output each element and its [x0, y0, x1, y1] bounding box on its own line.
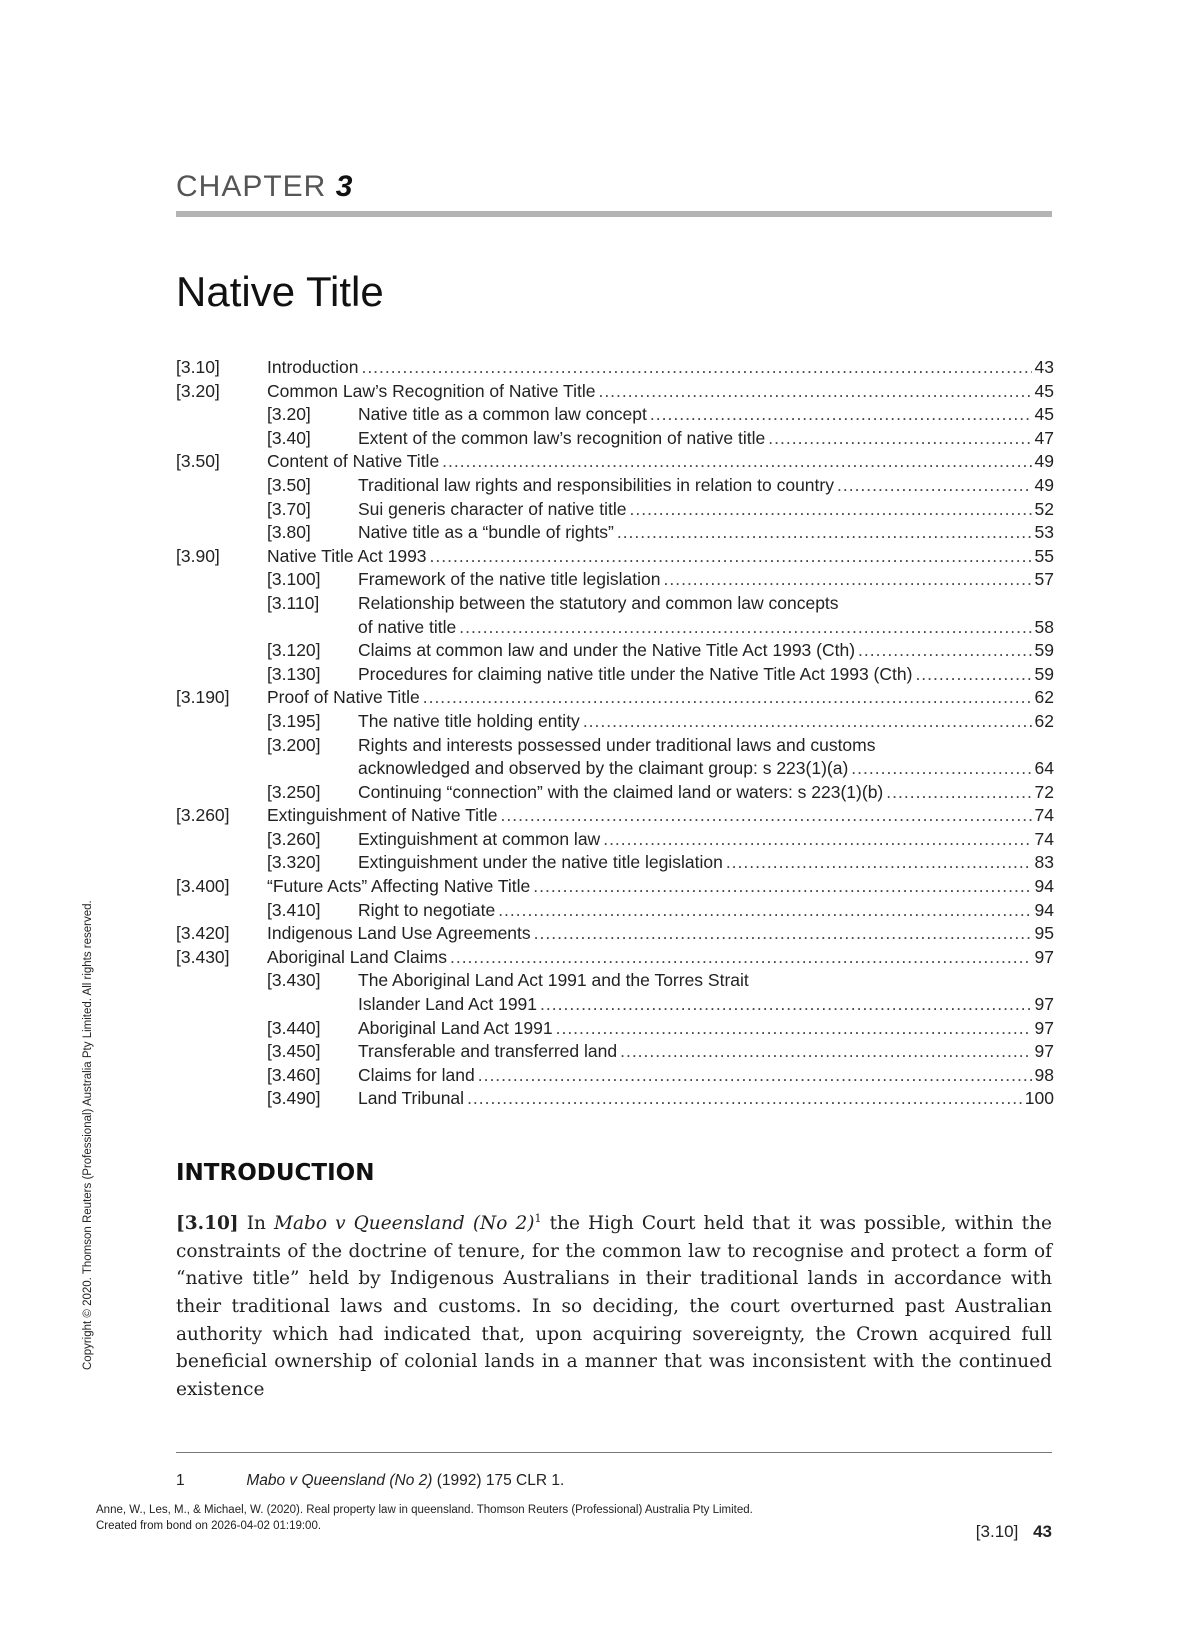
paragraph-lead: In	[246, 1213, 266, 1235]
toc-entry[interactable]	[176, 922, 1054, 946]
chapter-title: Native Title	[176, 268, 384, 315]
toc-ref: [3.120]	[267, 640, 321, 661]
toc-entry-text	[358, 521, 1054, 545]
toc-entry[interactable]	[176, 592, 1054, 616]
toc-entry[interactable]	[176, 663, 1054, 687]
toc-entry-text	[358, 1017, 1054, 1041]
toc-page: 83	[1034, 852, 1054, 873]
toc-ref: [3.50]	[176, 451, 220, 472]
toc-entry-text	[358, 616, 1054, 640]
toc-ref: [3.200]	[267, 734, 321, 755]
toc-page: 55	[1034, 545, 1054, 566]
toc-leader-dots	[358, 356, 1032, 380]
toc-entry-text	[358, 710, 1054, 734]
toc-title: Land Tribunal	[358, 1088, 465, 1109]
toc-entry[interactable]	[176, 899, 1054, 923]
page-number: 43	[1033, 1522, 1052, 1541]
toc-leader-dots	[848, 757, 1032, 781]
toc-entry-text	[358, 1064, 1054, 1088]
toc-leader-dots	[834, 474, 1032, 498]
toc-leader-dots	[883, 781, 1032, 805]
toc-page: 62	[1034, 687, 1054, 708]
chapter-word: CHAPTER	[176, 170, 327, 203]
toc-page: 97	[1034, 946, 1054, 967]
toc-entry-text	[358, 403, 1054, 427]
toc-entry[interactable]	[176, 1040, 1054, 1064]
toc-leader-dots	[912, 663, 1032, 687]
toc-title: Extent of the common law’s recognition of native title	[358, 427, 766, 448]
toc-title: Aboriginal Land Act 1991	[358, 1017, 553, 1038]
toc-entry[interactable]	[176, 521, 1054, 545]
chapter-number: 3	[335, 170, 354, 203]
toc-ref: [3.420]	[176, 923, 230, 944]
toc-entry[interactable]	[176, 946, 1054, 970]
toc-ref: [3.20]	[267, 404, 311, 425]
toc-ref: [3.450]	[267, 1041, 321, 1062]
toc-ref: [3.490]	[267, 1088, 321, 1109]
toc-leader-dots	[427, 545, 1032, 569]
toc-title: Islander Land Act 1991	[358, 994, 538, 1015]
toc-entry[interactable]	[176, 781, 1054, 805]
paragraph-ref: [3.10]	[176, 1213, 239, 1235]
toc-page: 97	[1034, 1041, 1054, 1062]
toc-ref: [3.190]	[176, 687, 230, 708]
toc-entry[interactable]	[176, 380, 1054, 404]
toc-entry-text	[267, 686, 1054, 710]
toc-page: 97	[1034, 1017, 1054, 1038]
toc-leader-dots	[765, 427, 1032, 451]
toc-title: Native title as a “bundle of rights”	[358, 522, 614, 543]
footnote-case: Mabo v Queensland (No 2)	[246, 1472, 433, 1489]
toc-page: 62	[1034, 710, 1054, 731]
toc-entry[interactable]	[176, 1017, 1054, 1041]
toc-ref: [3.20]	[176, 380, 220, 401]
toc-title: Indigenous Land Use Agreements	[267, 923, 531, 944]
toc-title: Continuing “connection” with the claimed land or waters: s 223(1)(b)	[358, 781, 884, 802]
toc-leader-dots	[447, 946, 1032, 970]
toc-title: acknowledged and observed by the claimant group: s 223(1)(a)	[358, 758, 849, 779]
toc-ref: [3.195]	[267, 710, 321, 731]
toc-page: 72	[1034, 781, 1054, 802]
toc-page: 97	[1034, 994, 1054, 1015]
case-name: Mabo v Queensland (No 2)	[274, 1213, 535, 1235]
toc-entry-text	[358, 592, 1054, 616]
toc-page: 95	[1034, 923, 1054, 944]
toc-entry[interactable]	[176, 993, 1054, 1017]
toc-title: Procedures for claiming native title under the Native Title Act 1993 (Cth)	[358, 663, 913, 684]
toc-leader-dots	[456, 616, 1032, 640]
toc-page: 49	[1034, 474, 1054, 495]
toc-entry-text	[267, 545, 1054, 569]
toc-leader-dots	[530, 875, 1032, 899]
toc-ref: [3.80]	[267, 522, 311, 543]
toc-entry[interactable]	[176, 403, 1054, 427]
toc-leader-dots	[855, 639, 1032, 663]
toc-ref: [3.110]	[267, 592, 320, 613]
toc-entry[interactable]	[176, 875, 1054, 899]
toc-entry[interactable]	[176, 474, 1054, 498]
toc-page: 47	[1034, 427, 1054, 448]
toc-entry-text	[358, 781, 1054, 805]
toc-ref: [3.90]	[176, 545, 220, 566]
toc-ref: [3.250]	[267, 781, 321, 802]
toc-leader-dots	[723, 851, 1032, 875]
toc-entry-text	[267, 804, 1054, 828]
chapter-divider	[176, 211, 1052, 217]
page-footer	[976, 1522, 1052, 1542]
chapter-label	[176, 170, 353, 204]
toc-entry[interactable]	[176, 568, 1054, 592]
toc-title: Extinguishment of Native Title	[267, 805, 498, 826]
toc-title: Rights and interests possessed under traditional laws and customs	[358, 734, 876, 755]
toc-leader-dots	[626, 498, 1032, 522]
footer-ref: [3.10]	[975, 1522, 1019, 1541]
toc-leader-dots	[420, 686, 1032, 710]
toc-entry-text	[358, 899, 1054, 923]
toc-entry[interactable]	[176, 757, 1054, 781]
toc-title: Extinguishment under the native title legislation	[358, 852, 723, 873]
toc-title: Native Title Act 1993	[267, 545, 427, 566]
toc-page: 64	[1034, 758, 1054, 779]
toc-entry-text	[358, 993, 1054, 1017]
footnote-number: 1	[176, 1472, 185, 1489]
toc-entry[interactable]	[176, 356, 1054, 380]
toc-entry-text	[358, 969, 1054, 993]
table-of-contents	[176, 356, 1054, 1111]
toc-page: 74	[1034, 805, 1054, 826]
toc-ref: [3.260]	[176, 805, 230, 826]
toc-page: 94	[1034, 899, 1054, 920]
toc-title: “Future Acts” Affecting Native Title	[267, 876, 531, 897]
toc-entry[interactable]	[176, 616, 1054, 640]
toc-leader-dots	[464, 1087, 1025, 1111]
toc-entry[interactable]	[176, 639, 1054, 663]
toc-page: 58	[1034, 616, 1054, 637]
toc-leader-dots	[495, 899, 1032, 923]
toc-page: 59	[1034, 640, 1054, 661]
body-paragraph	[176, 1205, 1052, 1403]
toc-leader-dots	[498, 804, 1032, 828]
toc-ref: [3.100]	[267, 569, 321, 590]
toc-title: Common Law’s Recognition of Native Title	[267, 380, 596, 401]
toc-entry-text	[358, 427, 1054, 451]
toc-entry-text	[358, 1087, 1054, 1111]
side-copyright: Copyright © 2020. Thomson Reuters (Professional) Australia Pty Limited. All rights reserved.	[82, 900, 94, 1370]
toc-ref: [3.410]	[267, 899, 321, 920]
footnote	[176, 1472, 564, 1490]
toc-entry-text	[358, 474, 1054, 498]
toc-page: 49	[1034, 451, 1054, 472]
toc-title: Framework of the native title legislation	[358, 569, 661, 590]
toc-entry[interactable]	[176, 686, 1054, 710]
toc-leader-dots	[475, 1064, 1032, 1088]
toc-page: 45	[1034, 404, 1054, 425]
toc-leader-dots	[537, 993, 1032, 1017]
toc-ref: [3.320]	[267, 852, 321, 873]
toc-entry-text	[358, 757, 1054, 781]
toc-entry-text	[267, 922, 1054, 946]
toc-title: Aboriginal Land Claims	[267, 946, 447, 967]
toc-entry[interactable]	[176, 710, 1054, 734]
toc-leader-dots	[595, 380, 1032, 404]
footnote-rest: (1992) 175 CLR 1.	[436, 1472, 565, 1489]
toc-entry[interactable]	[176, 1087, 1054, 1111]
toc-title: Claims for land	[358, 1064, 475, 1085]
toc-page: 57	[1034, 569, 1054, 590]
toc-entry-text	[358, 568, 1054, 592]
toc-entry[interactable]	[176, 828, 1054, 852]
toc-title: Right to negotiate	[358, 899, 496, 920]
toc-ref: [3.260]	[267, 828, 321, 849]
citation-line-2: Created from bond on 2026-04-02 01:19:00.	[96, 1520, 322, 1532]
toc-entry[interactable]	[176, 498, 1054, 522]
toc-ref: [3.70]	[267, 498, 311, 519]
toc-ref: [3.460]	[267, 1064, 321, 1085]
toc-page: 45	[1034, 380, 1054, 401]
toc-ref: [3.430]	[176, 946, 230, 967]
toc-title: Relationship between the statutory and common law concepts	[358, 592, 839, 613]
toc-entry-text	[358, 498, 1054, 522]
footnote-marker[interactable]: 1	[534, 1212, 542, 1225]
toc-leader-dots	[580, 710, 1032, 734]
toc-page: 74	[1034, 828, 1054, 849]
toc-entry-text	[358, 1040, 1054, 1064]
toc-title: The native title holding entity	[358, 710, 580, 731]
toc-entry-text	[267, 946, 1054, 970]
toc-entry[interactable]	[176, 427, 1054, 451]
toc-title: Introduction	[267, 357, 359, 377]
toc-entry[interactable]	[176, 969, 1054, 993]
toc-leader-dots	[661, 568, 1033, 592]
toc-ref: [3.40]	[267, 427, 311, 448]
toc-leader-dots	[553, 1017, 1032, 1041]
toc-entry[interactable]	[176, 1064, 1054, 1088]
toc-page: 43	[1034, 357, 1054, 377]
toc-ref: [3.10]	[176, 357, 220, 377]
citation	[96, 1502, 753, 1534]
footnote-divider	[176, 1452, 1052, 1453]
toc-title: Sui generis character of native title	[358, 498, 627, 519]
toc-page: 52	[1034, 498, 1054, 519]
toc-entry-text	[358, 734, 1054, 758]
toc-leader-dots	[647, 403, 1032, 427]
toc-leader-dots	[439, 450, 1032, 474]
toc-ref: [3.440]	[267, 1017, 321, 1038]
toc-entry[interactable]	[176, 734, 1054, 758]
toc-page: 98	[1034, 1064, 1054, 1085]
toc-entry[interactable]	[176, 545, 1054, 569]
toc-entry-text	[358, 663, 1054, 687]
toc-entry[interactable]	[176, 851, 1054, 875]
toc-leader-dots	[614, 521, 1032, 545]
toc-page: 94	[1034, 876, 1054, 897]
citation-line-1: Anne, W., Les, M., & Michael, W. (2020). Real property law in queensland. Thomson Reuters (Professional) Australia Pty Limited.	[96, 1504, 753, 1516]
toc-entry-text	[267, 875, 1054, 899]
toc-title: The Aboriginal Land Act 1991 and the Torres Strait	[358, 970, 749, 991]
toc-ref: [3.50]	[267, 474, 311, 495]
toc-title: Proof of Native Title	[267, 687, 420, 708]
toc-entry-text	[267, 356, 1054, 380]
toc-entry[interactable]	[176, 804, 1054, 828]
toc-entry-text	[358, 639, 1054, 663]
toc-entry-text	[267, 380, 1054, 404]
paragraph-text: the High Court held that it was possible, within the constraints of the doctrine of tenure, for the common law to recognise and protect a form of “native title” held by Indigenous Australians in their traditional lands in accordance with their traditional laws and customs. In so deciding, the court overturned past Australian authority which had indicated that, upon acquiring sovereignty, the Crown acquired full beneficial ownership of colonial lands in a manner that was inconsistent with the continued existence	[176, 1213, 1052, 1400]
toc-title: of native title	[358, 616, 457, 637]
toc-page: 59	[1034, 663, 1054, 684]
toc-leader-dots	[617, 1040, 1032, 1064]
toc-title: Content of Native Title	[267, 451, 440, 472]
toc-leader-dots	[600, 828, 1032, 852]
toc-title: Traditional law rights and responsibilities in relation to country	[358, 474, 834, 495]
toc-title: Native title as a common law concept	[358, 404, 647, 425]
toc-ref: [3.430]	[267, 970, 321, 991]
toc-entry-text	[358, 828, 1054, 852]
toc-ref: [3.400]	[176, 876, 230, 897]
toc-title: Extinguishment at common law	[358, 828, 601, 849]
toc-entry[interactable]	[176, 450, 1054, 474]
toc-page: 53	[1034, 522, 1054, 543]
toc-entry-text	[358, 851, 1054, 875]
toc-ref: [3.130]	[267, 663, 321, 684]
toc-page: 100	[1024, 1088, 1054, 1109]
toc-title: Transferable and transferred land	[358, 1041, 618, 1062]
toc-leader-dots	[531, 922, 1032, 946]
toc-entry-text	[267, 450, 1054, 474]
toc-title: Claims at common law and under the Native Title Act 1993 (Cth)	[358, 640, 856, 661]
section-heading: INTRODUCTION	[176, 1160, 375, 1186]
